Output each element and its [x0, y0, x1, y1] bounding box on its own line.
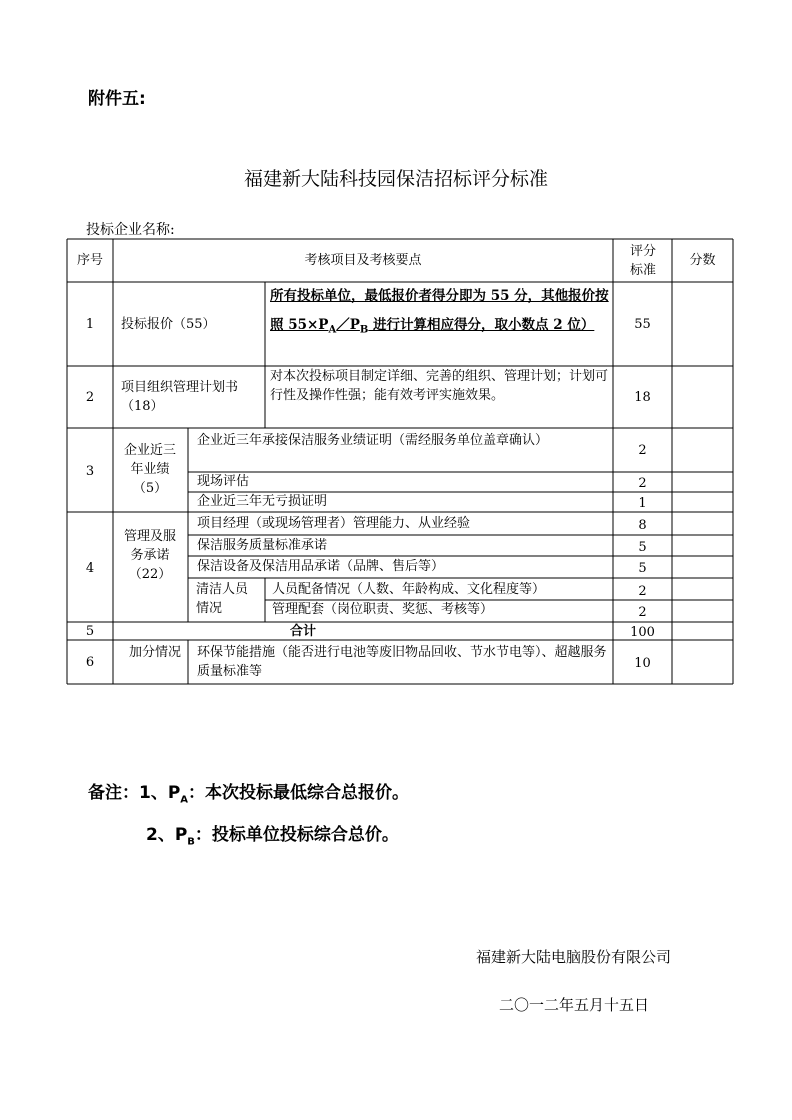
row1-description: 所有投标单位，最低报价者得分即为 55 分，其他报价按照 $55\times P_A/P_B$ 进行计算相应得分，取小数点 2 位）: [270, 288, 609, 336]
row1-standard: 55: [634, 317, 651, 332]
row5-standard: 100: [630, 625, 655, 640]
signature-company: 福建新大陆电脑股份有限公司: [476, 948, 672, 966]
row4-sub-category: 清洁人员情况: [196, 582, 249, 616]
signature-date: 二〇一二年五月十五日: [499, 996, 650, 1014]
row3-item-1: 企业近三年承接保洁服务业绩证明（需经服务单位盖章确认）: [197, 433, 549, 448]
row6-description: 环保节能措施（能否进行电池等废旧物品回收、节水节电等）、超越服务质量标准等: [197, 645, 607, 679]
header-seq: 序号: [76, 253, 103, 268]
row4-item-3: 保洁设备及保洁用品承诺（品牌、售后等）: [197, 559, 445, 574]
row2-category: 项目组织管理计划书（18）: [121, 380, 239, 414]
row4-item-1: 项目经理（或现场管理者）管理能力、从业经验: [197, 516, 471, 531]
row1-category: 投标报价（55）: [121, 317, 216, 332]
row4-sub-item-1: 人员配备情况（人数、年龄构成、文化程度等）: [272, 582, 546, 597]
header-score: 分数: [689, 253, 716, 268]
note-2: 2、$P_B$：投标单位投标综合总价。: [146, 825, 399, 848]
row5-seq: 5: [85, 624, 95, 639]
row3-category: 企业近三年业绩（5）: [123, 443, 176, 496]
row4-item-2: 保洁服务质量标准承诺: [197, 538, 328, 553]
row3-item-2: 现场评估: [197, 474, 250, 489]
row4-item-2-standard: 5: [638, 540, 647, 555]
row3-item-3: 企业近三年无亏损证明: [197, 494, 328, 509]
document-title: 福建新大陆科技园保洁招标评分标准: [243, 168, 548, 190]
row4-sub-item-2-standard: 2: [638, 605, 647, 620]
row2-description: 对本次投标项目制定详细、完善的组织、管理计划；计划可行性及操作性强；能有效考评实施效果。: [270, 369, 609, 403]
header-standard: 评分标准: [629, 244, 656, 278]
row3-item-1-standard: 2: [638, 443, 647, 458]
row3-item-3-standard: 1: [638, 496, 647, 511]
row2-standard: 18: [634, 390, 651, 405]
row4-seq: 4: [85, 561, 95, 576]
row1-seq: 1: [85, 317, 95, 332]
company-name-label: 投标企业名称:: [86, 222, 175, 238]
row4-item-1-standard: 8: [638, 518, 647, 533]
row3-seq: 3: [85, 464, 95, 479]
row4-sub-item-2: 管理配套（岗位职责、奖惩、考核等）: [272, 602, 494, 617]
row4-item-3-standard: 5: [638, 561, 647, 576]
row6-category: 加分情况: [128, 645, 181, 660]
row4-sub-item-1-standard: 2: [638, 584, 647, 599]
note-1: 备注：1、$P_A$：本次投标最低综合总报价。: [88, 783, 410, 806]
row6-standard: 10: [634, 656, 651, 671]
row6-seq: 6: [85, 655, 95, 670]
row3-item-2-standard: 2: [638, 476, 647, 491]
row5-total-label: 合计: [289, 624, 316, 639]
annex-label: 附件五:: [88, 89, 146, 109]
row4-category: 管理及服务承诺（22）: [123, 529, 176, 582]
row2-seq: 2: [85, 390, 95, 405]
header-items: 考核项目及考核要点: [304, 253, 422, 268]
